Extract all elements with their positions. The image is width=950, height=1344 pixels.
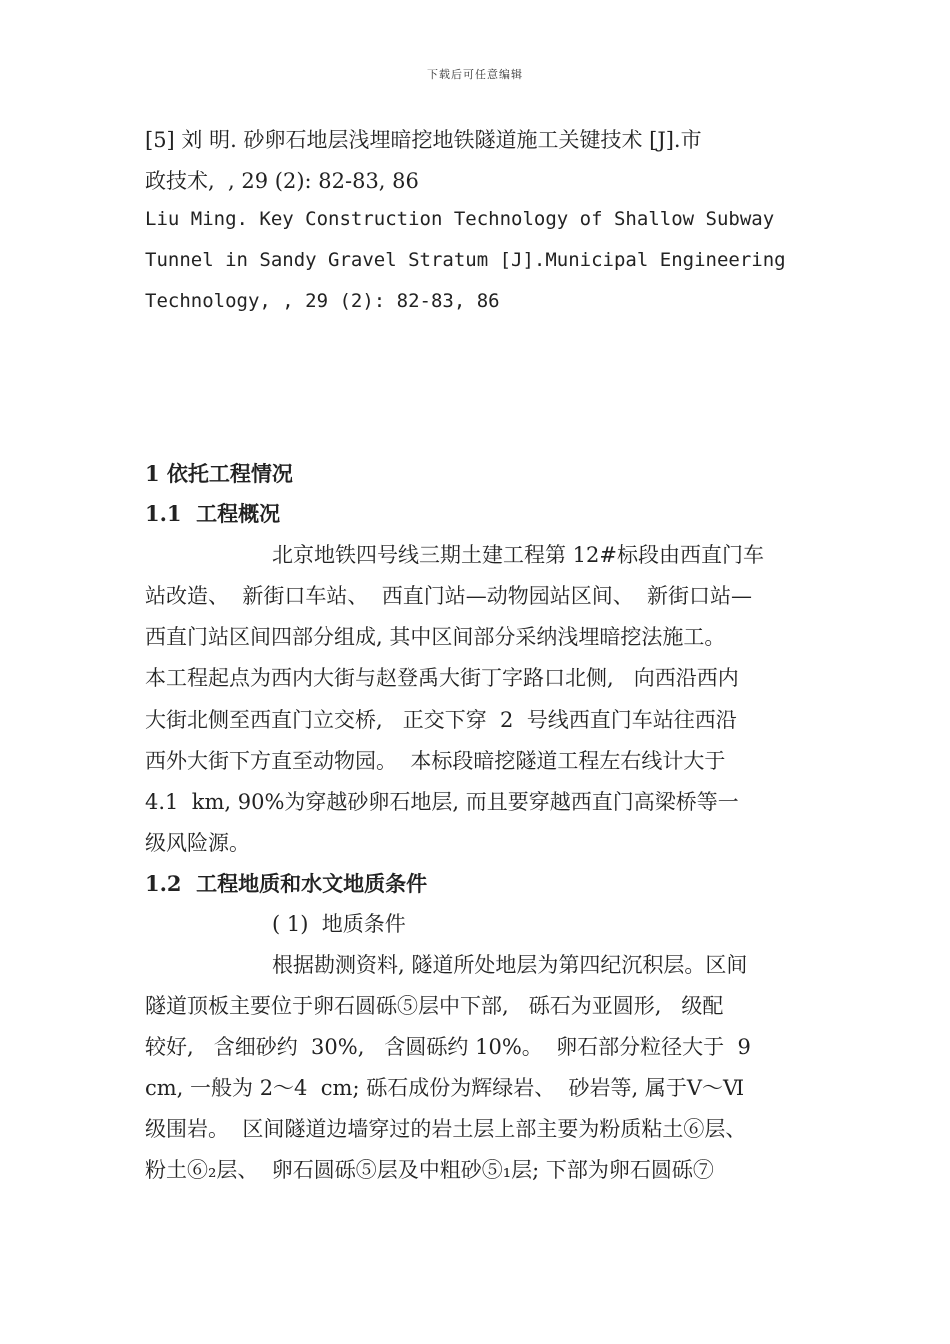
reference-en-line-2: Tunnel in Sandy Gravel Stratum [J].Municipal Engineering bbox=[145, 249, 786, 271]
paragraph-line: 大街北侧至西直门立交桥, 正交下穿 2 号线西直门车站往西沿 bbox=[145, 708, 737, 732]
paragraph-line: 根据勘测资料, 隧道所处地层为第四纪沉积层。区间 bbox=[272, 953, 748, 977]
page-header: 下载后可任意编辑 bbox=[427, 68, 523, 81]
paragraph-line: 较好, 含细砂约 30%, 含圆砾约 10%。 卵石部分粒径大于 9 bbox=[145, 1035, 751, 1059]
paragraph-line: 西外大街下方直至动物园。 本标段暗挖隧道工程左右线计大于 bbox=[145, 749, 726, 773]
paragraph-line: 4.1 km, 90%为穿越砂卵石地层, 而且要穿越西直门高梁桥等一 bbox=[145, 790, 739, 814]
paragraph-line: 本工程起点为西内大街与赵登禹大街丁字路口北侧, 向西沿西内 bbox=[145, 666, 739, 690]
reference-zh-line-2: 政技术, , 29 (2): 82-83, 86 bbox=[145, 169, 419, 193]
paragraph-line: 隧道顶板主要位于卵石圆砾⑤层中下部, 砾石为亚圆形, 级配 bbox=[145, 994, 724, 1018]
paragraph-line: 站改造、 新街口车站、 西直门站—动物园站区间、 新街口站— bbox=[145, 584, 753, 608]
paragraph-line: 西直门站区间四部分组成, 其中区间部分采纳浅埋暗挖法施工。 bbox=[145, 625, 726, 649]
paragraph-line: cm, 一般为 2～4 cm; 砾石成份为辉绿岩、 砂岩等, 属于Ⅴ～Ⅵ bbox=[145, 1076, 745, 1100]
paragraph-line: 级围岩。 区间隧道边墙穿过的岩土层上部主要为粉质粘土⑥层、 bbox=[145, 1117, 747, 1141]
section-1-heading: 1 依托工程情况 bbox=[145, 461, 293, 486]
reference-zh-line-1: [5] 刘 明. 砂卵石地层浅埋暗挖地铁隧道施工关键技术 [J].市 bbox=[145, 128, 702, 152]
reference-en-line-1: Liu Ming. Key Construction Technology of Shallow Subway bbox=[145, 208, 775, 230]
section-1-1-heading: 1.1 工程概况 bbox=[145, 501, 281, 526]
reference-en-line-3: Technology, , 29 (2): 82-83, 86 bbox=[145, 290, 500, 312]
subsection-title: ( 1) 地质条件 bbox=[272, 912, 406, 936]
section-1-2-heading: 1.2 工程地质和水文地质条件 bbox=[145, 871, 428, 896]
paragraph-line: 北京地铁四号线三期土建工程第 12#标段由西直门车 bbox=[272, 543, 764, 567]
paragraph-line: 粉土⑥₂层、 卵石圆砾⑤层及中粗砂⑤₁层; 下部为卵石圆砾⑦ bbox=[145, 1158, 714, 1182]
paragraph-line: 级风险源。 bbox=[145, 831, 250, 855]
